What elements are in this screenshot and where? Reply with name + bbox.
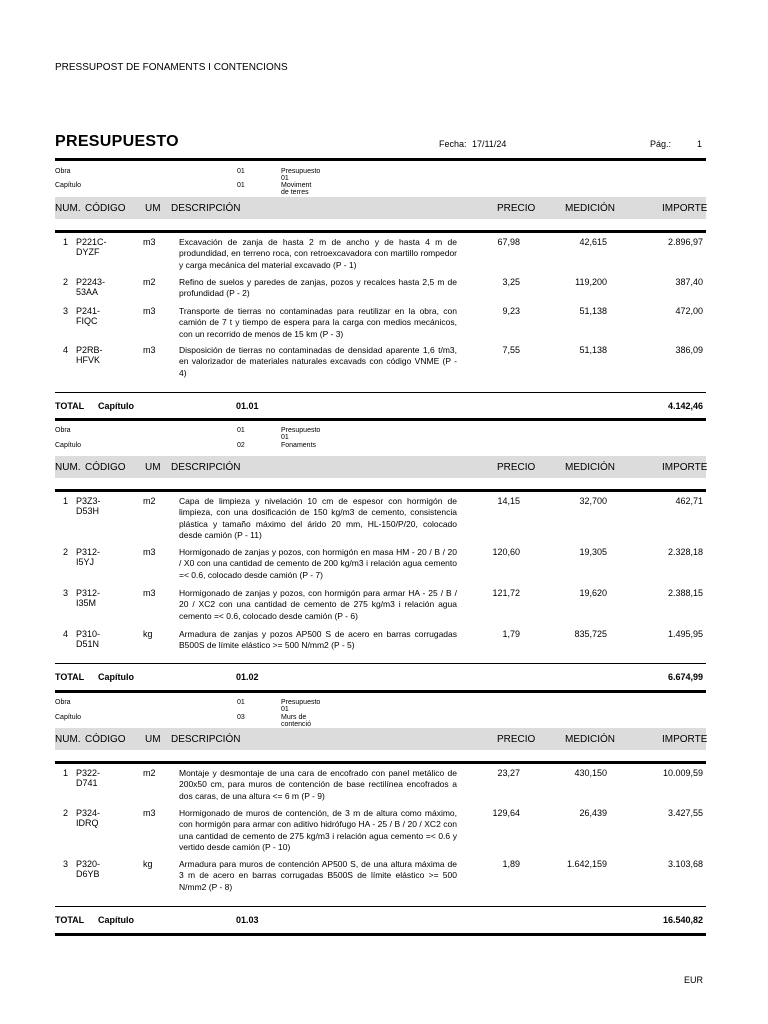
row-code: P320-D6YB: [76, 859, 101, 879]
obra-name: Presupuesto 01: [281, 427, 321, 441]
row-num: 2: [63, 277, 69, 287]
row-um: m3: [143, 345, 156, 355]
row-description: Montaje y desmontaje de una cara de encofrado con panel metálico de 200x50 cm, para muros de contención de base rectilínea encofrados a dos caras, de una altura <= 6 m (P - 9): [179, 768, 457, 801]
date-value: 17/11/24: [472, 139, 507, 149]
row-num: 1: [63, 496, 69, 506]
obra-code: 01: [237, 427, 245, 434]
table-top-rule: [55, 489, 706, 492]
row-medicion: 1.642,159: [566, 859, 607, 869]
row-description: Disposición de tierras no contaminadas de densidad aparente 1,6 t/m3, en valorizador de materiales naturales excavads con código VNME (P - 4): [179, 345, 457, 378]
total-capitulo-label: Capítulo: [98, 672, 134, 682]
row-description: Capa de limpieza y nivelación 10 cm de espesor con hormigón de limpieza, con una dosificación de 150 kg/m3 de cemento, consistencia plástica y tamaño máximo del árido 20 mm, HL-150/P/20, colocado desde camión (P - 11): [179, 496, 457, 541]
row-um: m3: [143, 237, 156, 247]
col-num: NUM.: [55, 203, 81, 214]
capitulo-code: 03: [237, 714, 245, 721]
row-precio: 7,55: [502, 345, 520, 355]
row-description: Hormigonado de muros de contención, de 3 m de altura como máximo, con hormigón para armar con aditivo hidrófugo HA - 25 / B / 20 / XC2 con una cantidad de cemento de 275 kg/m3 i relación agua cemento =< 0.6 y vertido desde camión (P - 10): [179, 808, 457, 853]
row-description: Excavación de zanja de hasta 2 m de ancho y de hasta 4 m de produndidad, en terreno roca, con retroexcavadora con martillo rompedor y carga mecánica del material excavado (P - 1): [179, 237, 457, 270]
col-codigo: CÓDIGO: [85, 203, 126, 214]
row-um: m3: [143, 547, 156, 557]
row-importe: 10.009,59: [662, 768, 703, 778]
total-label: TOTAL: [55, 672, 85, 682]
row-num: 1: [63, 768, 69, 778]
row-precio: 9,23: [502, 306, 520, 316]
col-um: UM: [145, 203, 161, 214]
obra-code: 01: [237, 168, 245, 175]
column-header: [55, 728, 706, 750]
row-num: 3: [63, 306, 69, 316]
page-number: 1: [697, 139, 703, 149]
section-end-rule: [55, 690, 706, 693]
total-code: 01.02: [236, 672, 259, 682]
table-top-rule: [55, 230, 706, 233]
row-importe: 462,71: [675, 496, 703, 506]
col-precio: PRECIO: [497, 734, 536, 745]
row-importe: 3.103,68: [667, 859, 703, 869]
col-importe: IMPORTE: [662, 203, 708, 214]
row-precio: 1,89: [502, 859, 520, 869]
row-um: m3: [143, 808, 156, 818]
row-precio: 14,15: [497, 496, 520, 506]
col-um: UM: [145, 462, 161, 473]
row-code: P310-D51N: [76, 629, 101, 649]
row-importe: 2.388,15: [667, 588, 703, 598]
row-precio: 129,64: [492, 808, 520, 818]
col-um: UM: [145, 734, 161, 745]
obra-name: Presupuesto 01: [281, 168, 321, 182]
col-precio: PRECIO: [497, 462, 536, 473]
row-um: m3: [143, 588, 156, 598]
section-end-rule: [55, 418, 706, 421]
obra-name: Presupuesto 01: [281, 699, 321, 713]
row-importe: 386,09: [675, 345, 703, 355]
row-importe: 2.328,18: [667, 547, 703, 557]
col-codigo: CÓDIGO: [85, 734, 126, 745]
capitulo-name: Fonaments: [281, 442, 317, 449]
total-top-rule: [55, 663, 706, 664]
row-code: P312-I35M: [76, 588, 101, 608]
row-medicion: 19,620: [579, 588, 607, 598]
row-num: 1: [63, 237, 69, 247]
row-precio: 121,72: [492, 588, 520, 598]
capitulo-name: Murs de contenció: [281, 714, 311, 728]
row-precio: 120,60: [492, 547, 520, 557]
row-num: 3: [63, 588, 69, 598]
row-medicion: 430,150: [574, 768, 607, 778]
row-description: Hormigonado de zanjas y pozos, con hormigón en masa HM - 20 / B / 20 / X0 con una cantidad de cemento de 200 kg/m3 i relación agua cemento =< 0.6, colocado desde camión (P - 7): [179, 547, 457, 580]
obra-label: Obra: [55, 699, 71, 706]
col-precio: PRECIO: [497, 203, 536, 214]
page-heading: PRESUPUESTO: [55, 133, 179, 150]
row-importe: 2.896,97: [667, 237, 703, 247]
row-medicion: 51,138: [579, 345, 607, 355]
total-top-rule: [55, 392, 706, 393]
capitulo-label: Capítulo: [55, 714, 82, 721]
row-code: P2RB-HFVK: [76, 345, 103, 365]
total-capitulo-label: Capítulo: [98, 915, 134, 925]
row-medicion: 119,200: [575, 277, 607, 287]
total-code: 01.03: [236, 915, 259, 925]
row-description: Transporte de tierras no contaminadas para reutilizar en la obra, con camión de 7 t y tiempo de espera para la carga con medios mecánicos, con un recorrido de menos de 15 km (P - 3): [179, 306, 457, 339]
col-num: NUM.: [55, 462, 81, 473]
row-description: Armadura para muros de contención AP500 S, de una altura máxima de 3 m de acero en barras corrugadas B500S de límite elástico >= 500 N/mm2 (P - 8): [179, 859, 457, 892]
capitulo-label: Capítulo: [55, 442, 82, 449]
row-um: kg: [143, 859, 153, 869]
total-label: TOTAL: [55, 915, 85, 925]
section-end-rule: [55, 933, 706, 936]
page-label: Pág.:: [650, 139, 672, 149]
row-precio: 1,79: [502, 629, 520, 639]
row-code: P324-IDRQ: [76, 808, 101, 828]
row-medicion: 835,725: [574, 629, 607, 639]
capitulo-name: Moviment de terres: [281, 182, 312, 196]
row-precio: 23,27: [497, 768, 520, 778]
row-description: Refino de suelos y paredes de zanjas, pozos y recalces hasta 2,5 m de profundidad (P - 2): [179, 277, 457, 299]
row-um: kg: [143, 629, 153, 639]
date-label: Fecha:: [439, 139, 467, 149]
row-code: P2243-53AA: [76, 277, 106, 297]
row-description: Hormigonado de zanjas y pozos, con hormigón para armar HA - 25 / B / 20 / XC2 con una cantidad de cemento de 275 kg/m3 i relación agua cemento =< 0.6, colocado desde camión (P - 6): [179, 588, 457, 621]
row-num: 3: [63, 859, 69, 869]
column-header: [55, 197, 706, 219]
row-num: 4: [63, 345, 69, 355]
obra-label: Obra: [55, 427, 71, 434]
row-num: 2: [63, 808, 69, 818]
col-num: NUM.: [55, 734, 81, 745]
row-medicion: 19,305: [579, 547, 607, 557]
row-code: P221C-DYZF: [76, 237, 107, 257]
col-medicion: MEDICIÓN: [565, 462, 615, 473]
obra-label: Obra: [55, 168, 71, 175]
capitulo-label: Capítulo: [55, 182, 82, 189]
row-medicion: 32,700: [579, 496, 607, 506]
row-importe: 1.495,95: [667, 629, 703, 639]
row-um: m3: [143, 306, 156, 316]
total-value: 4.142,46: [667, 401, 703, 411]
row-precio: 67,98: [497, 237, 520, 247]
total-value: 6.674,99: [667, 672, 703, 682]
col-medicion: MEDICIÓN: [565, 734, 615, 745]
row-precio: 3,25: [502, 277, 520, 287]
col-descripcion: DESCRIPCIÓN: [171, 734, 241, 745]
currency-label: EUR: [684, 975, 704, 985]
col-importe: IMPORTE: [662, 734, 708, 745]
header-rule: [55, 158, 706, 161]
row-um: m2: [143, 277, 156, 287]
column-header: [55, 456, 706, 478]
total-value: 16.540,82: [662, 915, 703, 925]
row-um: m2: [143, 496, 156, 506]
col-descripcion: DESCRIPCIÓN: [171, 462, 241, 473]
row-code: P322-D741: [76, 768, 101, 788]
row-code: P3Z3-D53H: [76, 496, 101, 516]
row-code: P312-I5YJ: [76, 547, 101, 567]
total-capitulo-label: Capítulo: [98, 401, 134, 411]
row-num: 2: [63, 547, 69, 557]
row-description: Armadura de zanjas y pozos AP500 S de acero en barras corrugadas B500S de límite elástico >= 500 N/mm2 (P - 5): [179, 629, 457, 651]
row-medicion: 42,615: [579, 237, 607, 247]
row-importe: 387,40: [675, 277, 703, 287]
total-label: TOTAL: [55, 401, 85, 411]
obra-code: 01: [237, 699, 245, 706]
document-title: PRESSUPOST DE FONAMENTS I CONTENCIONS: [55, 62, 288, 73]
row-um: m2: [143, 768, 156, 778]
row-num: 4: [63, 629, 69, 639]
col-descripcion: DESCRIPCIÓN: [171, 203, 241, 214]
row-importe: 472,00: [675, 306, 703, 316]
capitulo-code: 01: [237, 182, 245, 189]
row-importe: 3.427,55: [667, 808, 703, 818]
col-medicion: MEDICIÓN: [565, 203, 615, 214]
table-top-rule: [55, 761, 706, 764]
col-importe: IMPORTE: [662, 462, 708, 473]
row-code: P241-FIQC: [76, 306, 101, 326]
total-code: 01.01: [236, 401, 259, 411]
total-top-rule: [55, 906, 706, 907]
capitulo-code: 02: [237, 442, 245, 449]
row-medicion: 51,138: [579, 306, 607, 316]
row-medicion: 26,439: [579, 808, 607, 818]
col-codigo: CÓDIGO: [85, 462, 126, 473]
